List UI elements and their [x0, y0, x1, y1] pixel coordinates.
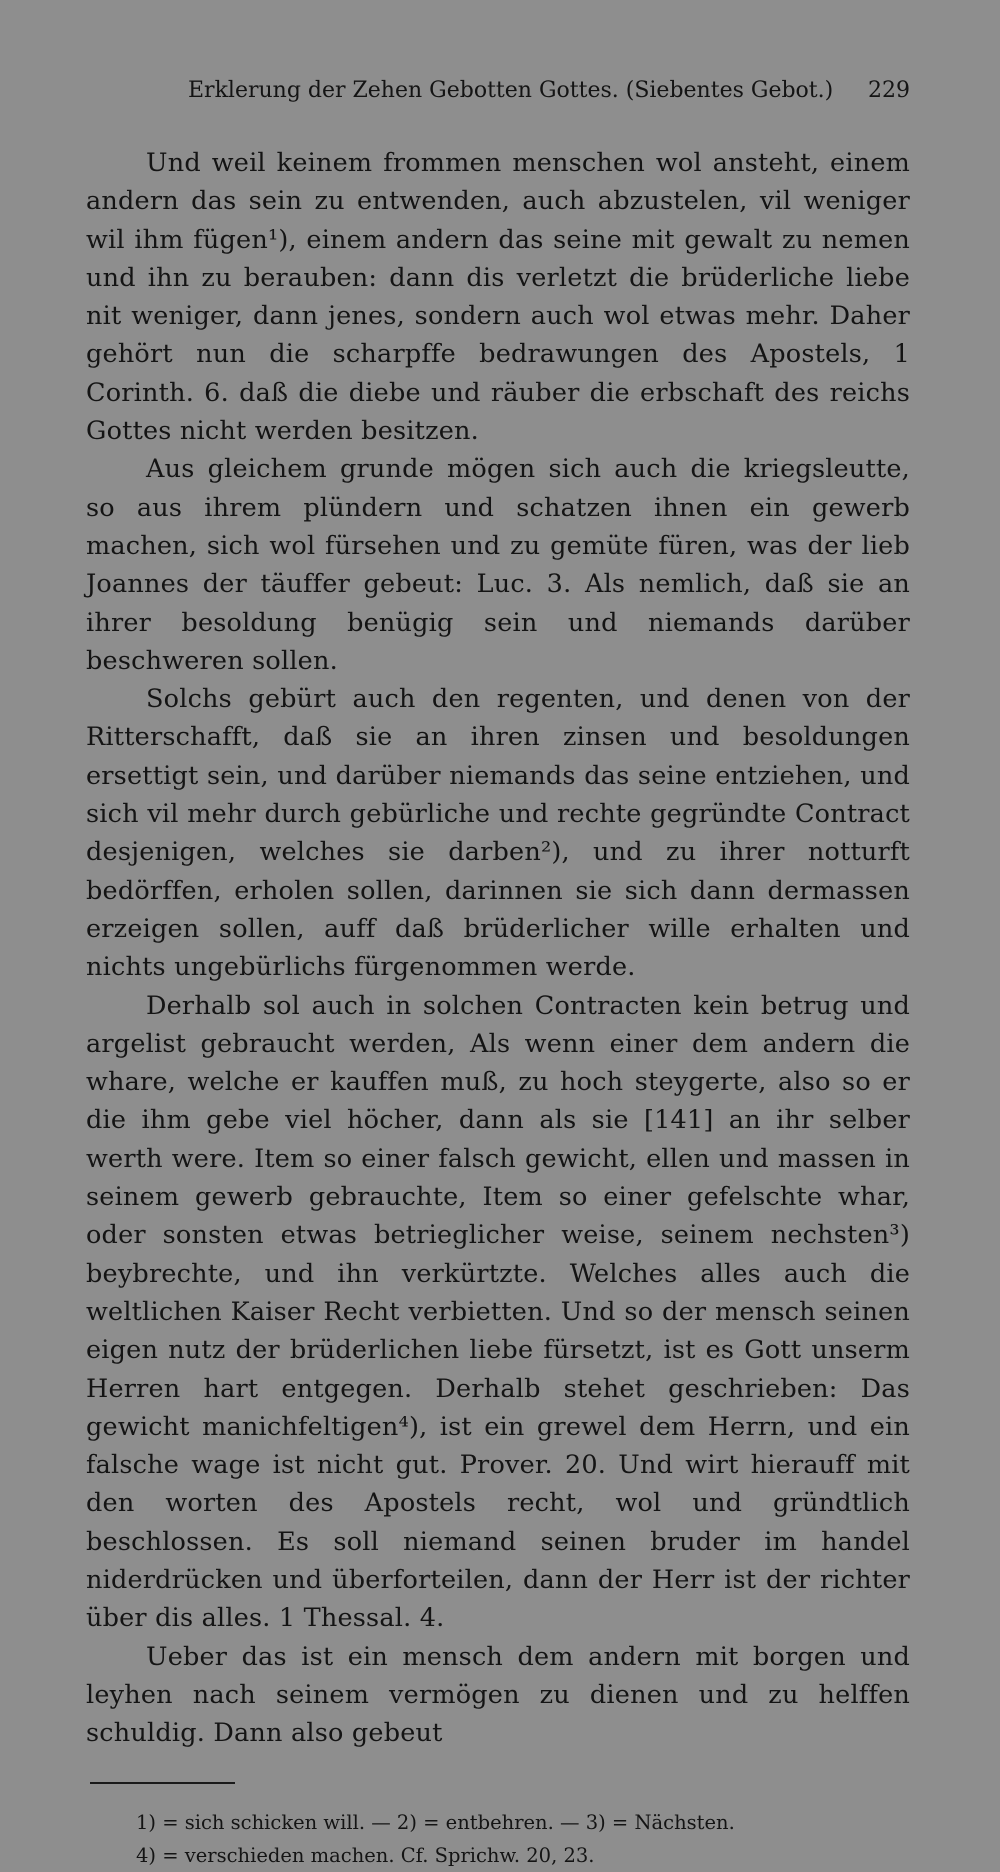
paragraph: Derhalb sol auch in solchen Contracten kein betrug und argelist gebraucht werden, Als wenn einer dem andern die whare, welche er kauffen muß, zu hoch steygerte, also so er die ihm gebe viel höcher, dann als sie [141] an ihr selber werth were. Item so einer falsch gewicht, ellen und massen in seinem gewerb gebrauchte, Item so einer gefelschte whar, oder sonsten etwas betrieglicher weise, seinem nechsten³) beybrechte, und ihn verkürtzte. Welches alles auch die weltlichen Kaiser Recht verbietten. Und so der mensch seinen eigen nutz der brüderlichen liebe fürsetzt, ist es Gott unserm Herren hart entgegen. Derhalb stehet geschrieben: Das gewicht manichfeltigen⁴), ist ein grewel dem Herrn, und ein falsche wage ist nicht gut. Prover. 20. Und wirt hierauff mit den worten des Apostels recht, wol und gründtlich beschlossen. Es soll niemand seinen bruder im handel niderdrücken und überforteilen, dann der Herr ist der richter über dis alles. 1 Thessal. 4. [86, 990, 910, 1634]
footnote-line: 1) = sich schicken will. — 2) = entbehren. — 3) = Nächsten. [136, 1811, 735, 1835]
paragraph: Solchs gebürt auch den regenten, und denen von der Ritterschafft, daß sie an ihren zinsen und besoldungen ersettigt sein, und darüber niemands das seine entziehen, und sich vil mehr durch gebürliche und rechte gegründte Contract desjenigen, welches sie darben²), und zu ihrer notturft bedörffen, erholen sollen, darinnen sie sich dann dermassen erzeigen sollen, auff daß brüderlicher wille erhalten und nichts ungebürlichs fürgenommen werde. [86, 684, 910, 983]
paragraph: Und weil keinem frommen menschen wol ansteht, einem andern das sein zu entwenden, auch abzustelen, vil weniger wil ihm fügen¹), einem andern das seine mit gewalt zu nemen und ihn zu berauben: dann dis verletzt die brüderliche liebe nit weniger, dann jenes, sondern auch wol etwas mehr. Daher gehört nun die scharpffe bedrawungen des Apostels, 1 Corinth. 6. daß die diebe und räuber die erbschaft des reichs Gottes nicht werden besitzen. [86, 148, 910, 447]
running-title: Erklerung der Zehen Gebotten Gottes. (Siebentes Gebot.) [188, 78, 834, 103]
footnote-divider [90, 1782, 235, 1784]
paragraph: Ueber das ist ein mensch dem andern mit borgen und leyhen nach seinem vermögen zu dienen und zu helffen schuldig. Dann also gebeut [86, 1641, 910, 1749]
paragraph: Aus gleichem grunde mögen sich auch die kriegsleutte, so aus ihrem plündern und schatzen ihnen ein gewerb machen, sich wol fürsehen und zu gemüte füren, was der lieb Joannes der täuffer gebeut: Luc. 3. Als nemlich, daß sie an ihrer besoldung benügig sein und niemands darüber beschweren sollen. [86, 454, 910, 676]
body-text [86, 144, 910, 1752]
running-header [188, 78, 910, 112]
footnotes [136, 1806, 910, 1872]
page-number: 229 [868, 78, 910, 103]
footnote-line: 4) = verschieden machen. Cf. Sprichw. 20, 23. [136, 1844, 595, 1868]
